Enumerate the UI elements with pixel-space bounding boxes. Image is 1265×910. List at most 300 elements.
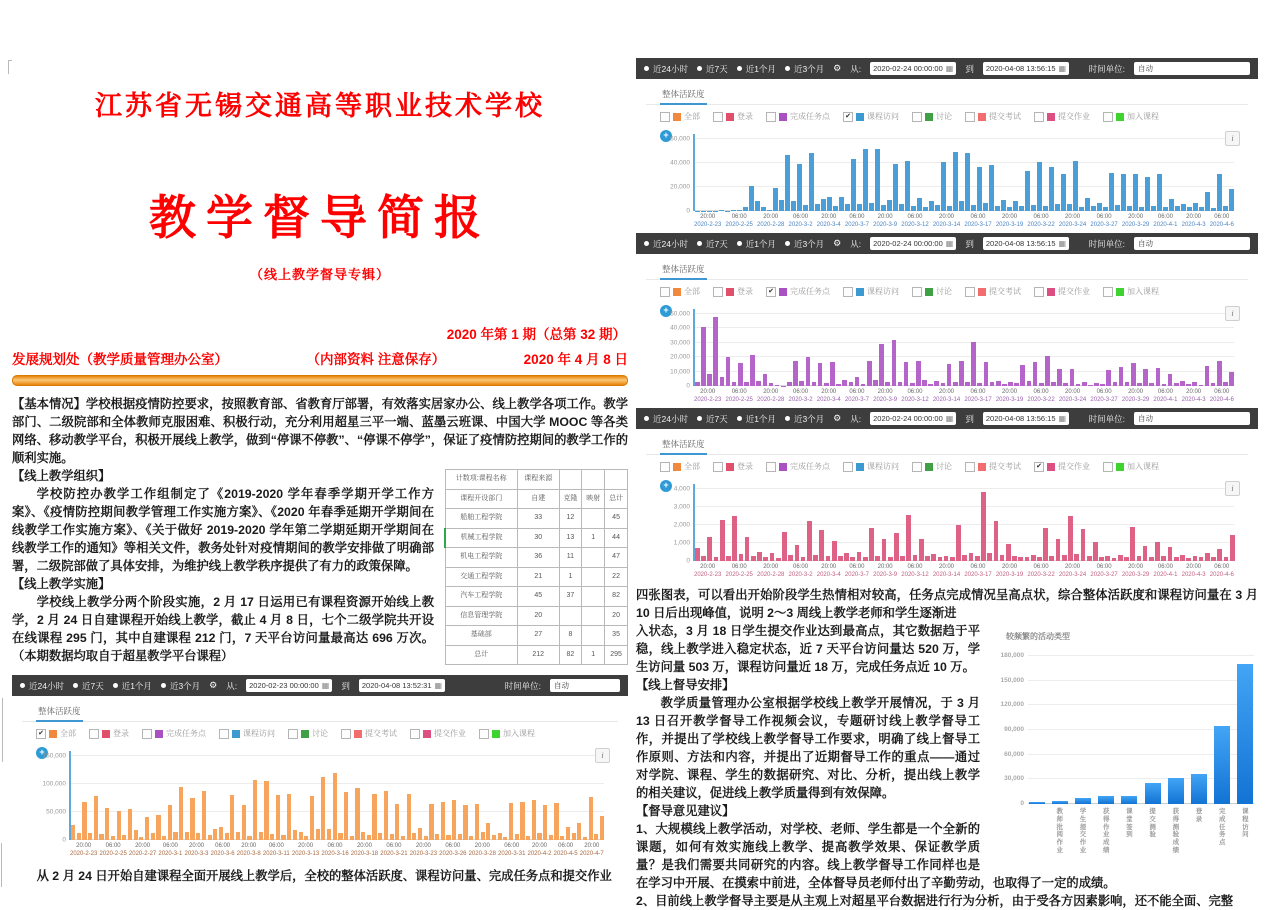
x-axis-tick xyxy=(757,389,784,404)
bar xyxy=(1133,174,1138,211)
time-range-option[interactable] xyxy=(644,413,688,425)
checkbox-icon[interactable] xyxy=(219,729,229,739)
bar xyxy=(892,340,897,386)
checkbox-icon[interactable] xyxy=(713,112,723,122)
x-axis-tick xyxy=(964,564,991,579)
time-range-option[interactable] xyxy=(20,680,64,692)
legend-item[interactable] xyxy=(766,461,830,472)
y-axis-label: 20,000 xyxy=(648,354,690,361)
legend-item[interactable] xyxy=(1103,286,1159,297)
checkbox-icon[interactable] xyxy=(1034,287,1044,297)
bar xyxy=(1229,372,1234,386)
bar-series xyxy=(695,489,1234,561)
bar xyxy=(898,382,903,386)
tick-time: 20:00 xyxy=(757,564,784,572)
y-axis-label: 100,000 xyxy=(24,781,66,788)
checkbox-icon[interactable] xyxy=(660,287,670,297)
bar xyxy=(446,835,450,840)
info-icon[interactable]: i xyxy=(595,748,610,763)
bar xyxy=(1013,201,1018,211)
time-unit-select[interactable]: 自动 xyxy=(1134,412,1250,425)
to-date-input[interactable] xyxy=(983,237,1069,250)
tick-time: 20:00 xyxy=(292,843,319,851)
bar xyxy=(732,516,737,561)
legend-item[interactable] xyxy=(410,728,466,739)
tick-time: 20:00 xyxy=(410,843,437,851)
bar xyxy=(1211,557,1216,562)
legend-item[interactable] xyxy=(965,461,1021,472)
bar-chart xyxy=(694,314,1234,386)
bar xyxy=(1002,384,1007,386)
table-cell: 37 xyxy=(559,587,582,607)
checkbox-icon[interactable] xyxy=(341,729,351,739)
table-cell: 汽车工程学院 xyxy=(445,587,517,607)
legend-item[interactable] xyxy=(89,728,129,739)
bar xyxy=(1106,370,1111,386)
x-axis-tick xyxy=(528,843,552,858)
x-axis-tick: 学生提交作业 xyxy=(1074,808,1091,855)
bar xyxy=(857,204,862,211)
legend-swatch xyxy=(726,288,734,296)
bar xyxy=(1217,361,1222,386)
bar xyxy=(941,383,946,386)
time-range-option[interactable] xyxy=(644,63,688,75)
checkbox-icon[interactable] xyxy=(713,287,723,297)
legend-label: 完成任务点 xyxy=(790,111,830,122)
checkbox-icon[interactable] xyxy=(912,287,922,297)
info-icon[interactable]: i xyxy=(1225,131,1240,146)
x-axis-tick xyxy=(964,389,991,404)
bar xyxy=(1143,546,1148,561)
checkbox-icon[interactable] xyxy=(660,462,670,472)
bar xyxy=(867,361,872,386)
y-axis-label: 120,000 xyxy=(990,696,1024,714)
bar xyxy=(1180,555,1185,561)
tick-time: 20:00 xyxy=(1059,564,1086,572)
bar xyxy=(469,836,473,840)
legend-label: 课程访问 xyxy=(867,461,899,472)
checkbox-icon[interactable] xyxy=(660,112,670,122)
bar xyxy=(838,556,843,561)
bar xyxy=(372,794,376,840)
bar xyxy=(333,773,337,840)
legend-item[interactable] xyxy=(843,111,899,122)
from-label: 从: xyxy=(226,680,237,692)
tick-time: 06:00 xyxy=(1027,214,1054,222)
x-axis-tick xyxy=(1182,389,1206,404)
legend-item[interactable] xyxy=(713,111,753,122)
chart-toolbar xyxy=(12,675,628,696)
gear-icon[interactable]: ⚙ xyxy=(833,63,841,74)
legend-item[interactable] xyxy=(1034,461,1090,472)
checkbox-icon[interactable] xyxy=(1103,112,1113,122)
time-range-option[interactable] xyxy=(785,413,824,425)
bar xyxy=(1168,374,1173,386)
bar xyxy=(134,830,138,840)
bar xyxy=(384,791,388,840)
bar xyxy=(845,204,850,211)
paragraph-online-teaching-org: 学校防控办教学工作组制定了《2019-2020 学年春季学期开学工作方案》、《疫情防控期间教学管理工作实施方案》、《2020 年春季延期开学期间在线教学工作实施方案》、《关于做好 2019-2020 学年第二学期延期开学期间在线教学工作的通知》等相关文件，教务处针对疫情期间的教学安排做了明确部署，二级院部做了具体安排，为维护线上教学秩序提供了有力的政策保障。 xyxy=(12,485,628,575)
tick-time: 20:00 xyxy=(1059,389,1086,397)
bar-column xyxy=(1167,656,1184,804)
internal-note: （内部资料 注意保存） xyxy=(306,348,445,368)
bar xyxy=(1025,557,1030,561)
time-range-option[interactable] xyxy=(737,413,776,425)
legend-item[interactable] xyxy=(843,461,899,472)
bar xyxy=(919,539,924,562)
bar xyxy=(763,557,768,561)
bar xyxy=(726,556,731,561)
bar xyxy=(185,832,189,840)
legend-item[interactable] xyxy=(766,111,830,122)
checkbox-icon[interactable] xyxy=(142,729,152,739)
bar xyxy=(526,836,530,840)
time-range-option[interactable] xyxy=(697,413,728,425)
checkbox-icon[interactable]: ✔ xyxy=(1034,462,1044,472)
x-axis-tick: 提交测验 xyxy=(1144,808,1161,855)
legend-label: 课程访问 xyxy=(867,286,899,297)
time-range-option[interactable] xyxy=(73,680,104,692)
y-axis-label: 90,000 xyxy=(990,721,1024,739)
bar xyxy=(572,833,576,840)
legend-item[interactable] xyxy=(843,286,899,297)
bar xyxy=(707,374,712,386)
tick-time: 06:00 xyxy=(554,843,578,851)
tick-date: 2020-3-29 xyxy=(1122,222,1149,230)
legend-item[interactable] xyxy=(660,286,700,297)
crop-mark xyxy=(2,698,3,762)
bar xyxy=(929,201,934,211)
bar xyxy=(1137,556,1142,561)
tab-overall-activity[interactable]: 整体活跃度 xyxy=(660,436,707,455)
legend-item[interactable] xyxy=(713,286,753,297)
gear-icon[interactable]: ⚙ xyxy=(833,238,841,249)
bar xyxy=(743,207,748,211)
bar xyxy=(1175,206,1180,211)
zoom-reset-icon[interactable]: + xyxy=(36,747,48,759)
gear-icon[interactable]: ⚙ xyxy=(833,413,841,424)
bar xyxy=(732,382,737,386)
checkbox-icon[interactable] xyxy=(89,729,99,739)
time-unit-select[interactable]: 自动 xyxy=(1134,62,1250,75)
legend-swatch xyxy=(1116,463,1124,471)
table-cell xyxy=(559,606,582,626)
checkbox-icon[interactable] xyxy=(410,729,420,739)
checkbox-icon[interactable]: ✔ xyxy=(843,112,853,122)
tab-overall-activity[interactable]: 整体活跃度 xyxy=(660,86,707,105)
y-axis-label: 40,000 xyxy=(648,325,690,332)
checkbox-icon[interactable] xyxy=(1034,112,1044,122)
bar xyxy=(776,558,781,561)
bar xyxy=(407,794,411,840)
checkbox-icon[interactable] xyxy=(766,112,776,122)
x-axis-tick xyxy=(263,843,290,858)
legend-label: 提交考试 xyxy=(989,111,1021,122)
time-range-label: 近1个月 xyxy=(746,413,776,425)
tick-date: 2020-3-28 xyxy=(469,851,496,859)
time-unit-select[interactable]: 自动 xyxy=(550,679,620,692)
time-range-option[interactable] xyxy=(785,238,824,250)
bar xyxy=(1199,385,1204,386)
legend-item[interactable] xyxy=(965,111,1021,122)
bar xyxy=(577,823,581,840)
bar xyxy=(1168,778,1184,804)
bar-column xyxy=(1214,656,1231,804)
bar xyxy=(1143,369,1148,386)
checkbox-icon[interactable] xyxy=(965,112,975,122)
table-cell: 8 xyxy=(559,626,582,646)
bar xyxy=(695,382,700,386)
bar xyxy=(863,557,868,562)
bar xyxy=(1014,383,1019,386)
time-unit-label: 时间单位: xyxy=(1089,413,1125,425)
y-axis-label: 3,000 xyxy=(648,504,690,511)
time-range-label: 近24小时 xyxy=(653,238,688,250)
bar xyxy=(842,380,847,386)
checkbox-icon[interactable] xyxy=(288,729,298,739)
bar xyxy=(836,384,841,386)
checkbox-icon[interactable] xyxy=(479,729,489,739)
right-body-text xyxy=(636,586,1258,910)
legend-swatch xyxy=(978,463,986,471)
bar xyxy=(208,835,212,840)
legend-item[interactable] xyxy=(713,461,753,472)
bar xyxy=(1105,556,1110,561)
tick-time: 06:00 xyxy=(1090,389,1117,397)
paragraph-four-charts-a: 四张图表，可以看出开始阶段学生热情相对较高，任务点完成情况呈高点状，综合整体活跃度和课程访问量在 3 月 10 日后出现峰值，说明 2～3 周线上教学老师和学生逐渐进 xyxy=(636,586,1258,622)
info-icon[interactable]: i xyxy=(1225,481,1240,496)
checkbox-icon[interactable] xyxy=(912,112,922,122)
tick-time: 06:00 xyxy=(845,214,869,222)
tick-time: 06:00 xyxy=(789,389,813,397)
tick-time: 20:00 xyxy=(694,389,721,397)
paragraph-four-charts-b: 入状态，3 月 18 日学生提交作业达到最高点，其它数据趋于平稳，线上教学进入稳定状态，近 7 天平台访问量达 520 万，学生访问量 503 万，课程访问量近 18 万，完成任务点近 10 万。 xyxy=(636,622,1258,676)
bar xyxy=(941,162,946,211)
bar xyxy=(1187,207,1192,211)
bar xyxy=(1161,556,1166,561)
bar xyxy=(904,362,909,386)
legend-swatch xyxy=(856,113,864,121)
time-unit-label: 时间单位: xyxy=(505,680,541,692)
time-range-option[interactable] xyxy=(737,63,776,75)
bar xyxy=(849,382,854,386)
bar xyxy=(965,382,970,386)
tick-time: 06:00 xyxy=(158,843,182,851)
legend-swatch xyxy=(102,730,110,738)
y-axis-label: 10,000 xyxy=(648,368,690,375)
legend-item[interactable] xyxy=(479,728,535,739)
tick-date: 2020-3-18 xyxy=(351,851,378,859)
time-range-option[interactable] xyxy=(785,63,824,75)
activity-chart-block-all xyxy=(12,675,628,858)
department-name: 发展规划处（教学质量管理办公室） xyxy=(12,348,228,368)
legend-swatch xyxy=(1116,113,1124,121)
from-date-input[interactable] xyxy=(246,679,332,692)
bar xyxy=(253,780,257,840)
from-date-input[interactable] xyxy=(870,237,956,250)
bar xyxy=(1070,369,1075,386)
tick-date: 2020-2-28 xyxy=(757,572,784,580)
bar xyxy=(1037,162,1042,211)
bar-column xyxy=(1144,656,1161,804)
legend-swatch xyxy=(49,730,57,738)
checkbox-icon[interactable] xyxy=(965,462,975,472)
legend-item[interactable] xyxy=(965,286,1021,297)
legend-item[interactable] xyxy=(912,461,952,472)
bar xyxy=(996,381,1001,386)
checkbox-icon[interactable]: ✔ xyxy=(766,287,776,297)
y-axis-label: 4,000 xyxy=(648,486,690,493)
zoom-reset-icon[interactable]: + xyxy=(660,130,672,142)
time-range-option[interactable] xyxy=(737,238,776,250)
legend-item[interactable] xyxy=(1103,461,1159,472)
bar xyxy=(934,381,939,386)
x-axis-tick xyxy=(996,564,1023,579)
checkbox-icon[interactable] xyxy=(713,462,723,472)
checkbox-icon[interactable]: ✔ xyxy=(36,729,46,739)
legend-label: 提交考试 xyxy=(989,286,1021,297)
legend-label: 提交作业 xyxy=(1058,286,1090,297)
tab-overall-activity[interactable]: 整体活跃度 xyxy=(660,261,707,280)
checkbox-icon[interactable] xyxy=(766,462,776,472)
time-range-option[interactable] xyxy=(161,680,200,692)
bar xyxy=(931,554,936,561)
tick-date: 2020-4-6 xyxy=(1210,222,1234,230)
bar xyxy=(1082,382,1087,386)
legend-item[interactable] xyxy=(912,286,952,297)
x-axis-tick xyxy=(789,564,813,579)
legend-item[interactable] xyxy=(36,728,76,739)
x-axis-tick xyxy=(901,389,928,404)
x-axis-tick xyxy=(580,843,604,858)
document-page-left xyxy=(12,58,628,876)
to-date-input[interactable] xyxy=(983,62,1069,75)
tick-time: 20:00 xyxy=(580,843,604,851)
legend-item[interactable] xyxy=(341,728,397,739)
table-cell: 82 xyxy=(605,587,628,607)
tick-time: 20:00 xyxy=(817,389,841,397)
zoom-reset-icon[interactable]: + xyxy=(660,305,672,317)
zoom-reset-icon[interactable]: + xyxy=(660,480,672,492)
bar xyxy=(911,206,916,211)
checkbox-icon[interactable] xyxy=(1103,287,1113,297)
bar xyxy=(139,837,143,840)
bar-series xyxy=(695,314,1234,386)
tick-time: 06:00 xyxy=(726,389,753,397)
from-date-input[interactable] xyxy=(870,62,956,75)
checkbox-icon[interactable] xyxy=(1103,462,1113,472)
legend-item[interactable] xyxy=(660,111,700,122)
bar xyxy=(321,777,325,840)
legend-item[interactable] xyxy=(219,728,275,739)
time-range-option[interactable] xyxy=(697,238,728,250)
table-header-cell: 课程开设部门 xyxy=(445,489,517,509)
tick-time: 06:00 xyxy=(1090,564,1117,572)
to-date-input[interactable] xyxy=(359,679,445,692)
bar xyxy=(971,342,976,386)
to-date-input[interactable] xyxy=(983,412,1069,425)
bar xyxy=(1121,796,1137,804)
bar xyxy=(338,833,342,840)
legend-item[interactable] xyxy=(660,461,700,472)
info-icon[interactable]: i xyxy=(1225,306,1240,321)
tick-time: 06:00 xyxy=(99,843,126,851)
x-axis-tick xyxy=(439,843,466,858)
legend-item[interactable] xyxy=(1103,111,1159,122)
bar xyxy=(1217,174,1222,211)
tick-date: 2020-3-24 xyxy=(1059,397,1086,405)
checkbox-icon[interactable] xyxy=(912,462,922,472)
bar xyxy=(1151,206,1156,211)
time-unit-select[interactable]: 自动 xyxy=(1134,237,1250,250)
legend-swatch xyxy=(726,113,734,121)
bar xyxy=(1113,382,1118,386)
table-row xyxy=(445,528,628,548)
tick-date: 2020-2-25 xyxy=(726,572,753,580)
bar xyxy=(737,210,742,211)
bar xyxy=(869,528,874,561)
bar xyxy=(566,827,570,840)
bar xyxy=(1025,171,1030,211)
bar xyxy=(959,361,964,386)
issue-number: 2020 年第 1 期（总第 32 期） xyxy=(12,323,628,343)
x-axis-tick xyxy=(1182,214,1206,229)
tick-time: 20:00 xyxy=(933,389,960,397)
tick-time: 06:00 xyxy=(498,843,525,851)
table-row xyxy=(445,606,628,626)
calendar-icon: ▦ xyxy=(946,239,954,248)
bar xyxy=(99,834,103,840)
bar xyxy=(1094,383,1099,386)
checkbox-icon[interactable] xyxy=(843,462,853,472)
table-cell: 45 xyxy=(605,509,628,529)
bar xyxy=(1131,363,1136,386)
legend-item[interactable] xyxy=(912,111,952,122)
legend-item[interactable] xyxy=(766,286,830,297)
bar xyxy=(755,201,760,211)
bar xyxy=(977,383,982,386)
bar xyxy=(1149,557,1154,562)
tick-date: 2020-3-2 xyxy=(789,572,813,580)
checkbox-icon[interactable] xyxy=(843,287,853,297)
tab-overall-activity[interactable]: 整体活跃度 xyxy=(36,703,83,722)
time-range-option[interactable] xyxy=(113,680,152,692)
time-range-option[interactable] xyxy=(644,238,688,250)
tick-date: 2020-3-9 xyxy=(873,397,897,405)
gear-icon[interactable]: ⚙ xyxy=(209,680,217,691)
legend-item[interactable] xyxy=(1034,111,1090,122)
y-axis-label: 150,000 xyxy=(990,672,1024,690)
legend-swatch xyxy=(1047,463,1055,471)
from-date-input[interactable] xyxy=(870,412,956,425)
legend-item[interactable] xyxy=(1034,286,1090,297)
checkbox-icon[interactable] xyxy=(965,287,975,297)
bar xyxy=(851,159,856,211)
bar xyxy=(806,357,811,386)
legend-item[interactable] xyxy=(288,728,328,739)
bar xyxy=(821,199,826,211)
tick-time: 20:00 xyxy=(873,389,897,397)
legend-label: 提交作业 xyxy=(1058,111,1090,122)
legend-label: 提交作业 xyxy=(434,728,466,739)
time-range-option[interactable] xyxy=(697,63,728,75)
bar-series xyxy=(695,139,1234,211)
table-cell: 44 xyxy=(605,528,628,548)
bar xyxy=(355,788,359,840)
bar xyxy=(128,809,132,840)
bar xyxy=(1205,553,1210,561)
legend-item[interactable] xyxy=(142,728,206,739)
